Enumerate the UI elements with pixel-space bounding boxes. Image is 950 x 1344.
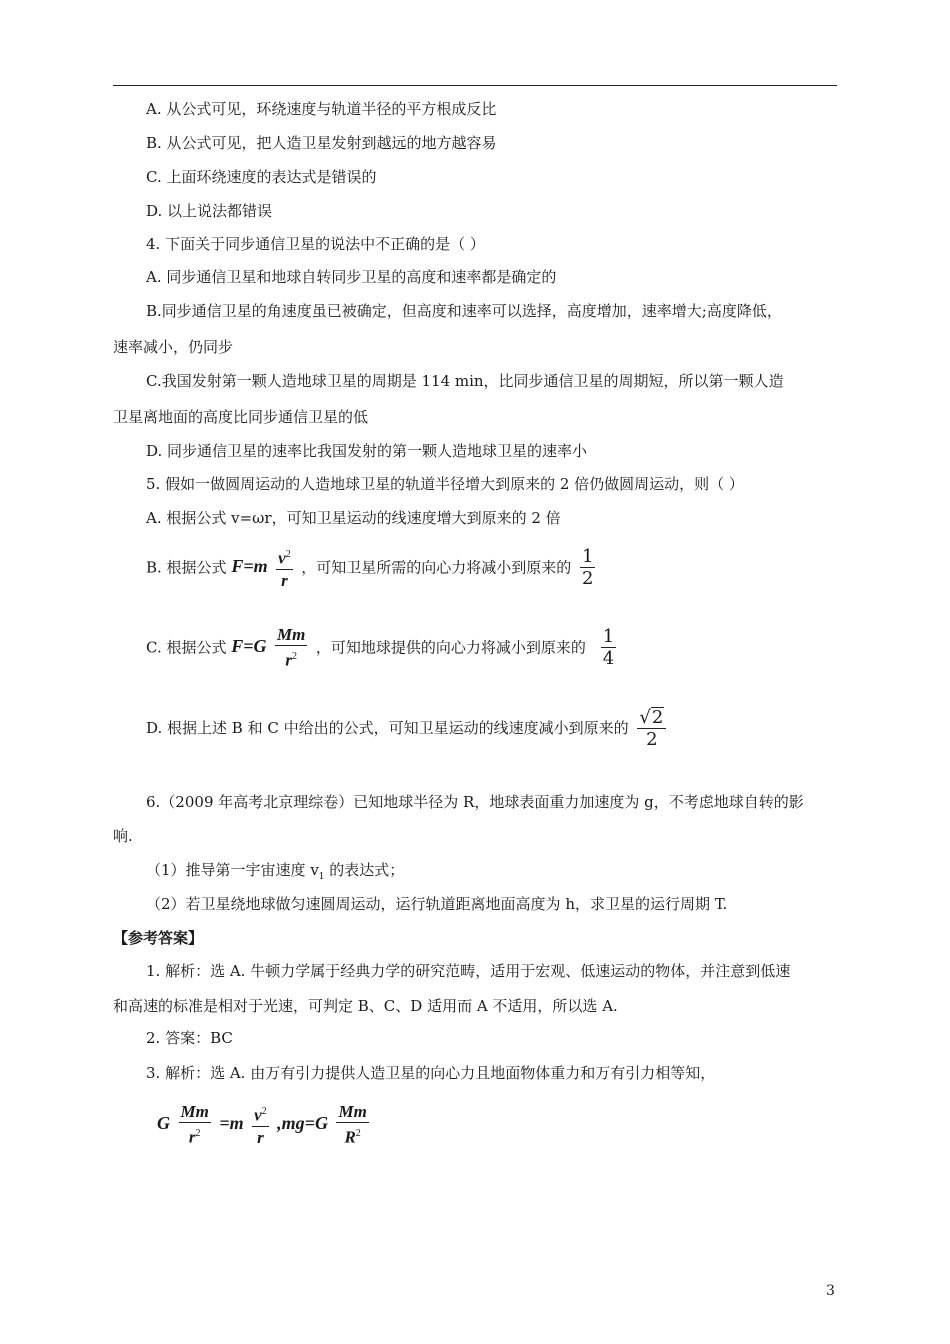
- q6-part-2: （2）若卫星绕地球做匀速圆周运动，运行轨道距离地面高度为 h，求卫星的运行周期 T.: [146, 895, 728, 913]
- q4-option-d: D. 同步通信卫星的速率比我国发射的第一颗人造地球卫星的速率小: [146, 442, 588, 460]
- q4-option-b-line1: B.同步通信卫星的角速度虽已被确定，但高度和速率可以选择，高度增加，速率增大;高度降低，: [146, 302, 782, 320]
- formula-centripetal-force: F=m $\frac{v^2}{r}$: [231, 556, 301, 576]
- answer-3-formula: G $\frac{Mm}{r^2}$ =m $\frac{v^2}{r}$ ,mg=G $\frac{Mm}{R^2}$: [157, 1102, 367, 1147]
- fraction-one-half: $\frac{1}{2}$: [581, 545, 594, 589]
- q3-option-b: B. 从公式可见，把人造卫星发射到越远的地方越容易: [146, 134, 497, 152]
- q3-option-c: C. 上面环绕速度的表达式是错误的: [146, 168, 377, 186]
- q5-option-b-prefix: B. 根据公式: [146, 558, 227, 577]
- answer-1-line2: 和高速的标准是相对于光速，可判定 B、C、D 适用而 A 不适用，所以选 A.: [113, 997, 618, 1015]
- question-5: 5. 假如一做圆周运动的人造地球卫星的轨道半径增大到原来的 2 倍仍做圆周运动，则（ ）: [146, 475, 744, 493]
- question-4: 4. 下面关于同步通信卫星的说法中不正确的是（ ）: [146, 235, 485, 253]
- q4-option-c-line1: C.我国发射第一颗人造地球卫星的周期是 114 min，比同步通信卫星的周期短，所以第一颗人造: [146, 372, 784, 390]
- question-6-line1: 6.（2009 年高考北京理综卷）已知地球半径为 R，地球表面重力加速度为 g，不考虑地球自转的影: [146, 793, 804, 811]
- q4-option-c-line2: 卫星离地面的高度比同步通信卫星的低: [113, 408, 369, 426]
- answer-heading: 【参考答案】: [113, 929, 204, 947]
- q5-option-c-suffix: ，可知地球提供的向心力将减小到原来的: [315, 638, 586, 657]
- q5-option-d: [146, 707, 670, 751]
- q5-option-a: A. 根据公式 v=ωr，可知卫星运动的线速度增大到原来的 2 倍: [146, 509, 561, 527]
- q6-part-1: （1）推导第一宇宙速度 $v_1$ 的表达式；: [146, 861, 405, 882]
- q5-option-c-prefix: C. 根据公式: [146, 638, 227, 657]
- q3-option-d: D. 以上说法都错误: [146, 202, 273, 220]
- answer-2: 2. 答案：BC: [146, 1029, 233, 1047]
- q5-option-c: [146, 625, 620, 672]
- answer-1-line1: 1. 解析：选 A. 牛顿力学属于经典力学的研究范畴，适用于宏观、低速运动的物体，并注意到低速: [146, 962, 791, 980]
- q5-option-b: [146, 545, 599, 592]
- q3-option-a: A. 从公式可见，环绕速度与轨道半径的平方根成反比: [146, 100, 497, 118]
- fraction-one-quarter: $\frac{1}{4}$: [602, 625, 615, 669]
- question-6-line2: 响.: [113, 827, 133, 845]
- answer-3: 3. 解析：选 A. 由万有引力提供人造卫星的向心力且地面物体重力和万有引力相等知，: [146, 1064, 716, 1082]
- fraction-root2-over-2: $\frac{√2}{2}$: [637, 707, 666, 751]
- formula-gravitational-force: F=G $\frac{Mm}{r^2}$: [231, 625, 306, 670]
- q4-option-b-line2: 速率减小，仍同步: [113, 338, 234, 356]
- q5-option-b-suffix: ，可知卫星所需的向心力将减小到原来的: [301, 558, 572, 577]
- header-rule: [113, 85, 837, 86]
- q4-option-a: A. 同步通信卫星和地球自转同步卫星的高度和速率都是确定的: [146, 268, 557, 286]
- q5-option-d-text: D. 根据上述 B 和 C 中给出的公式，可知卫星运动的线速度减小到原来的: [146, 719, 629, 737]
- page-number: 3: [826, 1283, 835, 1299]
